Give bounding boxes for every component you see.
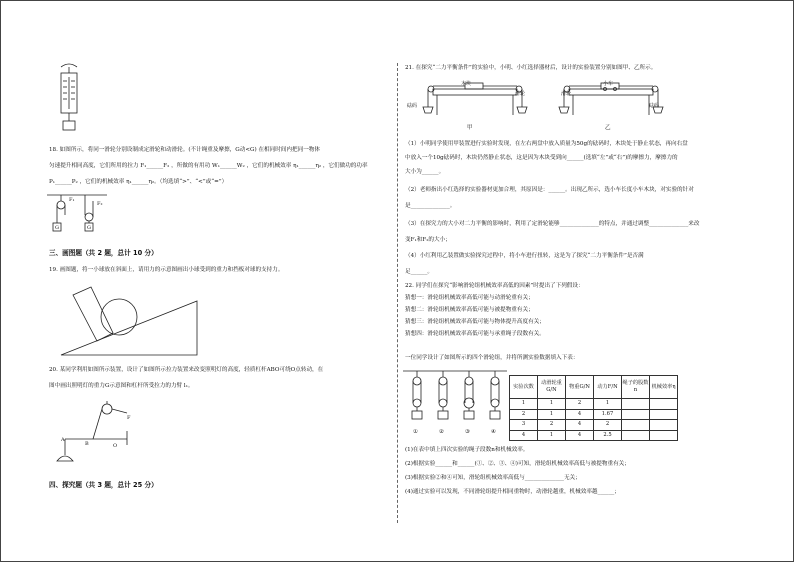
table-cell — [650, 430, 678, 441]
table-cell: 1 — [538, 430, 566, 441]
table-cell: 1 — [594, 399, 622, 410]
table-cell: 2 — [566, 399, 594, 410]
q21-p1c: 大小为______。 — [405, 169, 445, 175]
table-cell — [622, 420, 650, 431]
table-row — [510, 409, 678, 420]
col-header: 机械效率η — [650, 376, 678, 399]
q22-guess1: 猜想一：滑轮组机械效率高低可能与动滑轮重有关； — [405, 295, 534, 301]
q20-line2: 图中画出照明灯的重力G示意图和杠杆所受拉力的力臂 l₁。 — [49, 383, 194, 389]
label-b: B — [85, 441, 89, 447]
q22-answer3: (3)根据实验②和④可知，滑轮组机械效率高低与______________无关； — [405, 475, 581, 481]
label-g1: G — [55, 225, 59, 231]
fig-label-2: ② — [439, 429, 445, 435]
q21-p1b: 中放入一个10g砝码时，木块仍然静止状态，这是因为木块受到向______(选填“左”或“右”)的摩擦力，摩擦力的 — [405, 155, 678, 161]
q22-answer1: (1)在表中填上四次实验的绳子段数n和机械效率。 — [405, 447, 529, 453]
caption-a: 甲 — [467, 125, 473, 131]
table-cell — [622, 409, 650, 420]
experiment-data-table — [509, 375, 678, 441]
col-header: 绳子的股数n — [622, 376, 650, 399]
q21-p2a: （2）老师指出小红选择的实验器材更加合理，其原因是：______。出现乙所示，选小车长度小车木块，对实验的针对 — [405, 187, 694, 193]
label-block: 木块 — [461, 81, 472, 87]
table-cell — [650, 399, 678, 410]
table-cell: 1 — [538, 409, 566, 420]
q22-answer4: (4)通过实验可以发现，不同滑轮组提升相同重物时，动滑轮越重，机械效率越______； — [405, 489, 620, 495]
table-cell — [650, 409, 678, 420]
label-o: O — [113, 443, 118, 449]
fig-label-3: ③ — [465, 429, 471, 435]
section-3-heading: 三、画图题（共 2 题，总计 10 分） — [49, 249, 158, 257]
table-cell — [622, 430, 650, 441]
table-cell: 4 — [510, 430, 538, 441]
q21-p3a: （3）在探究力的大小对二力平衡的影响时，利用了定滑轮能够______________的特点，并通过调整______________来改 — [405, 221, 700, 227]
table-row — [510, 420, 678, 431]
q22-experiment: 一位同学设计了如图所示的四个滑轮组，并将所测实验数据填入下表： — [405, 355, 579, 361]
table-cell: 2 — [594, 420, 622, 431]
q21-intro: 21. 在探究“二力平衡条件”的实验中，小明、小红选择器材后，设计的实验装置分别如图甲、乙所示。 — [405, 65, 657, 71]
lever-lamp-figure — [57, 399, 137, 471]
label-f2: F₂ — [97, 201, 103, 207]
label-weight-a: 砝码 — [407, 103, 418, 109]
label-pulley-b: 滑轮 — [561, 91, 572, 97]
q18-line1: 18. 如图所示，将同一滑轮分别设制成定滑轮和动滑轮。(不计绳重及摩擦，G动<G) 在相同时间内把同一物体 — [49, 147, 320, 153]
q22-guess2: 猜想二：滑轮组机械效率高低可能与被提物重有关； — [405, 307, 534, 313]
table-row — [510, 430, 678, 441]
section-4-heading: 四、探究题（共 3 题，总计 25 分） — [49, 481, 158, 489]
table-cell — [650, 420, 678, 431]
table-cell: 3 — [510, 420, 538, 431]
table-cell: 1 — [538, 399, 566, 410]
table-cell: 2 — [510, 409, 538, 420]
fig-label-4: ④ — [491, 429, 497, 435]
col-header: 实验次数 — [510, 376, 538, 399]
q18-line3: P₁______P₂ ，它们的机械效率 η₁______η₂。（均选填“>”、“<”或“=”） — [49, 179, 228, 185]
fig-label-1: ① — [413, 429, 419, 435]
q21-p4b: 足______。 — [405, 269, 433, 275]
col-header: 动滑轮重G/N — [538, 376, 566, 399]
table-cell: 4 — [566, 430, 594, 441]
q21-p3b: 变F₁和F₂的大小； — [405, 237, 451, 243]
q18-line2: 匀速提升相同高度，它们所用的拉力 F₁______F₂ ，所做的有用功 W₁______W₂ ，它们的机械效率 η₁______η₂ ，它们做功的功率 — [49, 163, 368, 169]
table-cell — [622, 399, 650, 410]
col-header: 动力F/N — [594, 376, 622, 399]
q21-p4a: （4）小红利用乙装置做实验探究过程中，将小车进行扭转，这是为了探究“二力平衡条件”是否满 — [405, 253, 644, 259]
table-cell: 4 — [566, 420, 594, 431]
caption-b: 乙 — [605, 125, 611, 131]
incline-ball-figure — [61, 281, 201, 357]
label-car: 小车 — [603, 81, 614, 87]
column-divider — [397, 63, 398, 523]
table-cell: 2.5 — [594, 430, 622, 441]
q22-guess3: 猜想三：滑轮组机械效率高低可能与物体提升高度有关； — [405, 319, 545, 325]
label-f: F — [127, 415, 131, 421]
label-a: A — [61, 437, 65, 443]
label-weight-b: 砝码 — [649, 103, 660, 109]
apparatus-figure-a — [419, 79, 531, 125]
table-cell: 2 — [538, 420, 566, 431]
label-pulley-a: 滑轮 — [515, 91, 526, 97]
label-f1: F₁ — [69, 197, 75, 203]
q20-line1: 20. 某同学利用如图所示装置，设计了如图所示拉力装置来改变照明灯的高度，轻质杠杆ABO可绕O点转动，在 — [49, 367, 324, 373]
col-header: 物重G/N — [566, 376, 594, 399]
spring-scale-figure — [49, 63, 89, 141]
table-cell: 1.67 — [594, 409, 622, 420]
table-cell: 1 — [510, 399, 538, 410]
q19-text: 19. 画图题，将一小球放在斜面上，请用力的示意图画出小球受到的重力和挡板对球的支持力。 — [49, 267, 284, 273]
table-cell: 4 — [566, 409, 594, 420]
label-g2: G — [87, 225, 91, 231]
q22-intro: 22. 同学们在探究“影响滑轮组机械效率高低的因素”时提出了下列假设： — [405, 283, 584, 289]
q22-guess4: 猜想四：滑轮组机械效率高低可能与承重绳子段数有关。 — [405, 331, 545, 337]
table-row — [510, 399, 678, 410]
q22-answer2: (2)根据实验______和______(①、②、③、④)可知，滑轮组机械效率高低与被提物重有关； — [405, 461, 630, 467]
q21-p1a: （1）小明同学使用甲装置进行实验时发现，在左右两盘中放入质量为50g的砝码时，木块处于静止状态，再向右盘 — [405, 141, 688, 147]
q21-p2b: 是______________。 — [405, 203, 456, 209]
